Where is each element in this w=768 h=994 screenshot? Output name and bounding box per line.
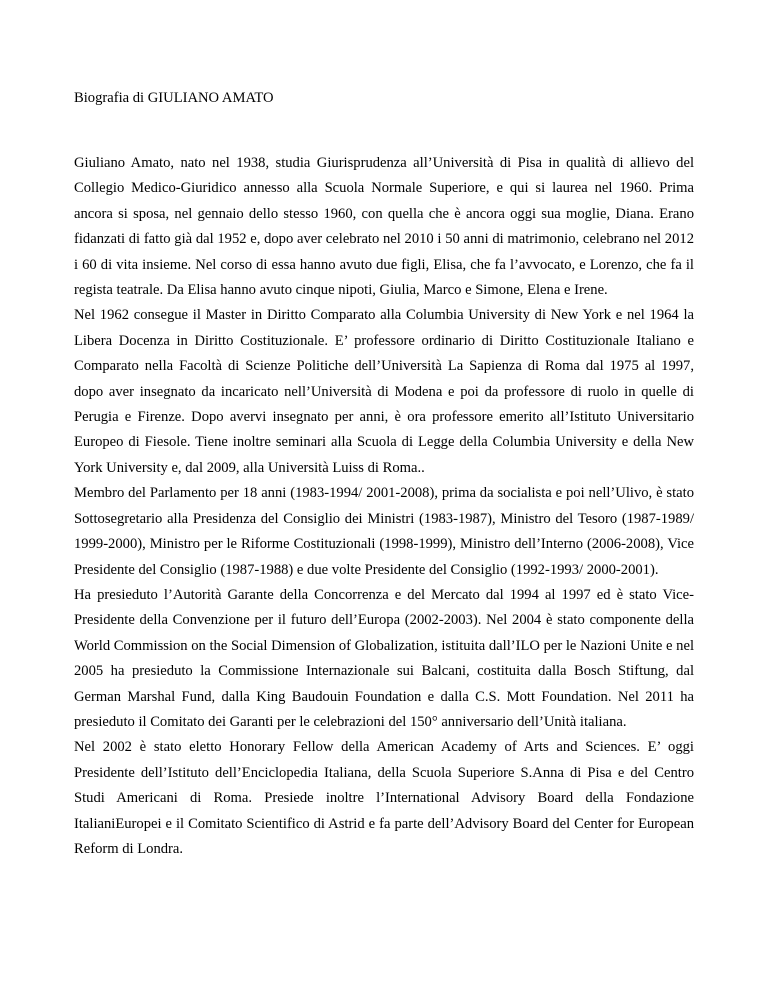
paragraph-political-career: Membro del Parlamento per 18 anni (1983-1994/ 2001-2008), prima da socialista e poi nell’Ulivo, è stato Sottosegretario alla Presidenza del Consiglio dei Ministri (1983-1987), Ministro del Tesoro (1987-1989/ 1999-2000), Ministro per le Riforme Costituzionali (1998-1999), Ministro dell’Interno (2006-2008), Vice Presidente del Consiglio (1987-1988) e due volte Presidente del Consiglio (1992-1993/ 2000-2001). [74, 485, 694, 578]
paragraph-early-life: Giuliano Amato, nato nel 1938, studia Giurisprudenza all’Università di Pisa in qualità di allievo del Collegio Medico-Giuridico annesso alla Scuola Normale Superiore, e qui si laurea nel 1960. Prima ancora si sposa, nel gennaio dello stesso 1960, con quella che è ancora oggi sua moglie, Diana. Erano fidanzati di fatto già dal 1952 e, dopo aver celebrato nel 2010 i 50 anni di matrimonio, celebrano nel 2012 i 60 di vita insieme. Nel corso di essa hanno avuto due figli, Elisa, che fa l’avvocato, e Lorenzo, che fa il regista teatrale. Da Elisa hanno avuto cinque nipoti, Giulia, Marco e Simone, Elena e Irene. [74, 155, 694, 299]
paragraph-academic-career: Nel 1962 consegue il Master in Diritto Comparato alla Columbia University di New York e nel 1964 la Libera Docenza in Diritto Costituzionale. E’ professore ordinario di Diritto Costituzionale Italiano e Comparato nella Facoltà di Scienze Politiche dell’Università La Sapienza di Roma dal 1975 al 1997, dopo aver insegnato da incaricato nell’Università di Modena e poi da professore di ruolo in quelle di Perugia e Firenze. Dopo avervi insegnato per anni, è ora professore emerito all’Istituto Universitario Europeo di Fiesole. Tiene inoltre seminari alla Scuola di Legge della Columbia University e della New York University e, dal 2009, alla Università Luiss di Roma.. [74, 307, 694, 476]
document-title: Biografia di GIULIANO AMATO [74, 90, 274, 106]
paragraph-honors: Nel 2002 è stato eletto Honorary Fellow della American Academy of Arts and Sciences. E’ oggi Presidente dell’Istituto dell’Enciclopedia Italiana, della Scuola Superiore S.Anna di Pisa e del Centro Studi Americani di Roma. Presiede inoltre l’International Advisory Board della Fondazione ItalianiEuropei e il Comitato Scientifico di Astrid e fa parte dell’Advisory Board del Center for European Reform di Londra. [74, 739, 694, 857]
document-body [74, 151, 694, 862]
paragraph-institutional-roles: Ha presieduto l’Autorità Garante della Concorrenza e del Mercato dal 1994 al 1997 ed è stato Vice-Presidente della Convenzione per il futuro dell’Europa (2002-2003). Nel 2004 è stato componente della World Commission on the Social Dimension of Globalization, istituita dall’ILO per le Nazioni Unite e nel 2005 ha presieduto la Commissione Internazionale sui Balcani, costituita dalla Bosch Stiftung, dal German Marshal Fund, dalla King Baudouin Foundation e dalla C.S. Mott Foundation. Nel 2011 ha presieduto il Comitato dei Garanti per le celebrazioni del 150° anniversario dell’Unità italiana. [74, 586, 694, 730]
